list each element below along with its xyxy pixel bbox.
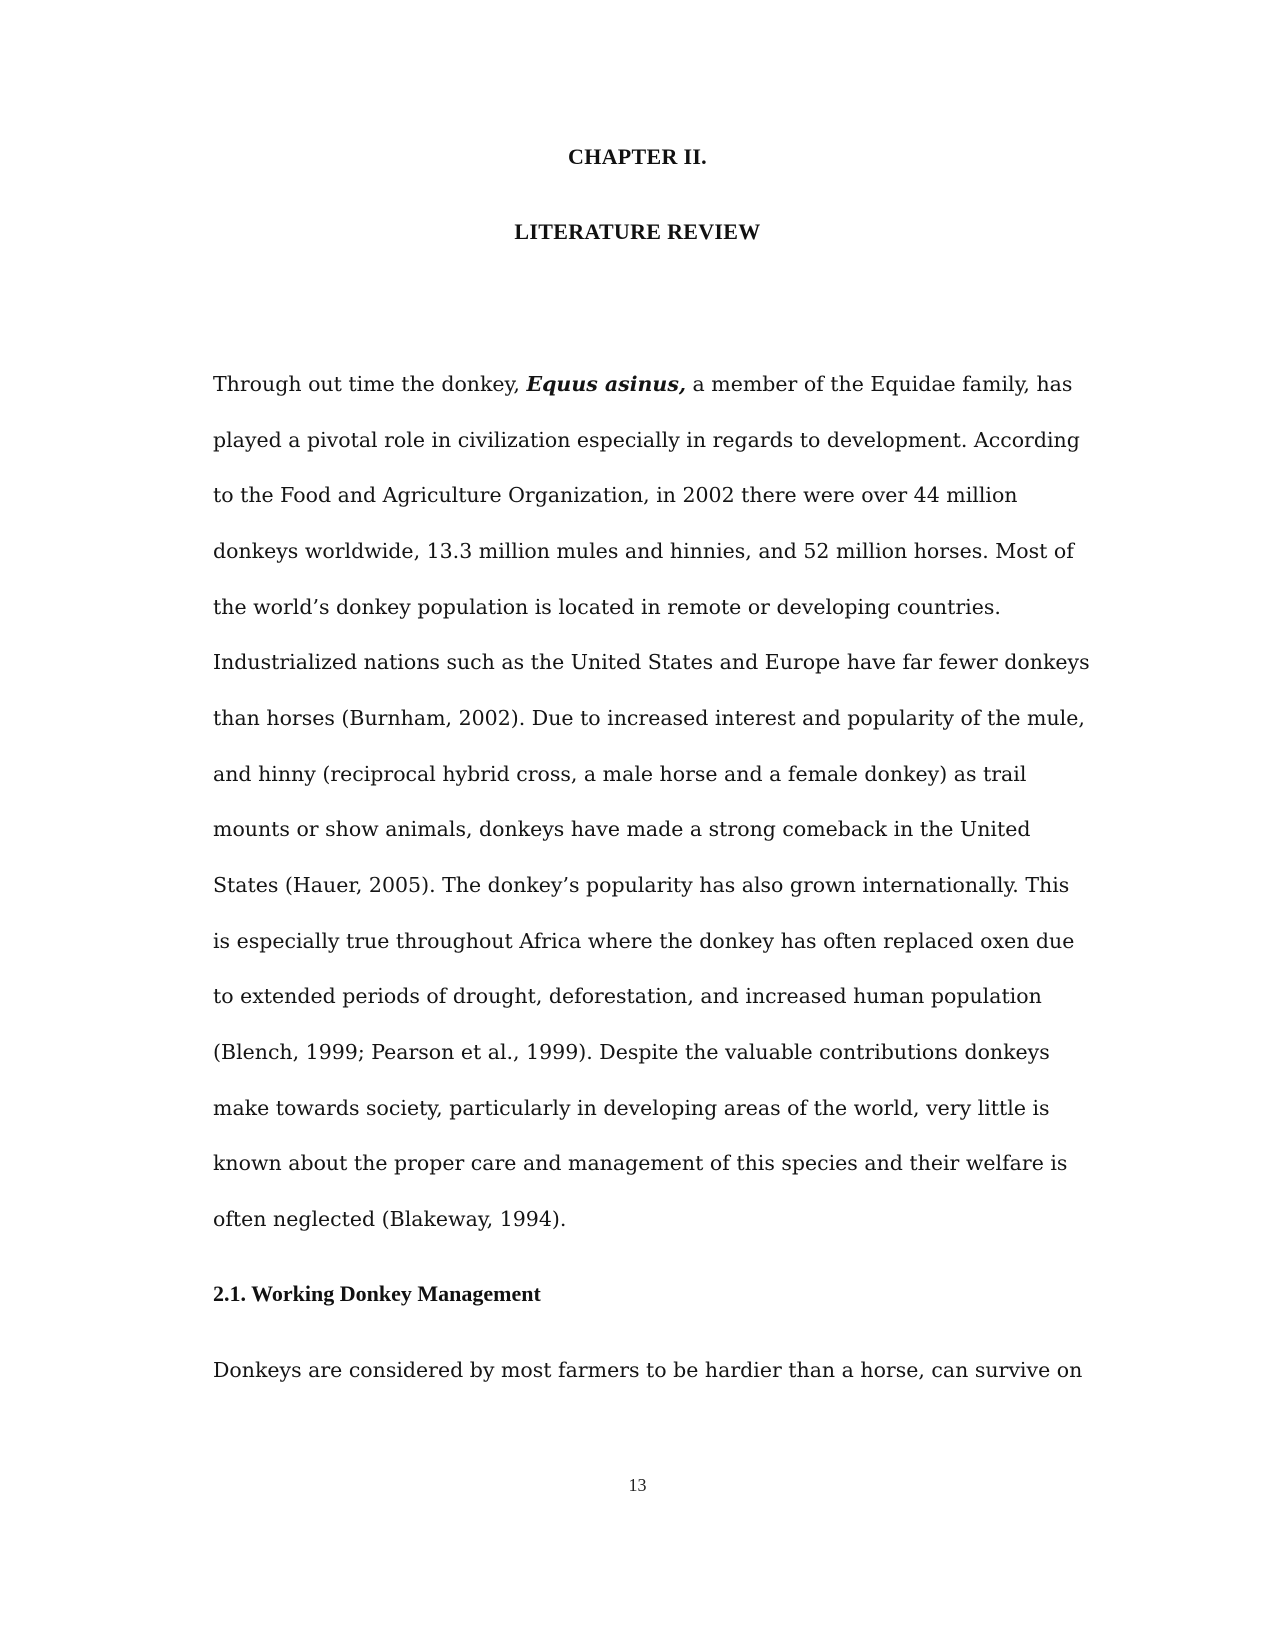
paragraph-line: often neglected (Blakeway, 1994).	[213, 1207, 567, 1231]
paragraph-line: to the Food and Agriculture Organization, in 2002 there were over 44 million	[213, 483, 1018, 507]
line-text: a member of the Equidae family, has	[686, 372, 1073, 396]
page-number: 13	[628, 1475, 647, 1495]
paragraph-line: is especially true throughout Africa where the donkey has often replaced oxen due	[213, 929, 1075, 953]
paragraph-line: mounts or show animals, donkeys have made a strong comeback in the United	[213, 817, 1031, 841]
paragraph-line: to extended periods of drought, deforestation, and increased human population	[213, 984, 1042, 1008]
line-text: Through out time the donkey,	[213, 372, 527, 396]
paragraph-line: Donkeys are considered by most farmers to be hardier than a horse, can survive on	[213, 1358, 1083, 1382]
paragraph-line: the world’s donkey population is located in remote or developing countries.	[213, 595, 1001, 619]
chapter-label: CHAPTER II.	[568, 144, 707, 169]
paragraph-line: known about the proper care and management of this species and their welfare is	[213, 1151, 1068, 1175]
section-heading: 2.1. Working Donkey Management	[213, 1281, 541, 1306]
paragraph-line: donkeys worldwide, 13.3 million mules and hinnies, and 52 million horses. Most of	[213, 539, 1074, 563]
paragraph-line: Industrialized nations such as the United States and Europe have far fewer donkeys	[213, 650, 1090, 674]
paragraph-line: played a pivotal role in civilization especially in regards to development. According	[213, 428, 1080, 452]
paragraph-line: make towards society, particularly in developing areas of the world, very little is	[213, 1096, 1050, 1120]
paragraph-line: than horses (Burnham, 2002). Due to increased interest and popularity of the mule,	[213, 706, 1085, 730]
paragraph-line	[213, 370, 1072, 398]
paragraph-line: (Blench, 1999; Pearson et al., 1999). Despite the valuable contributions donkeys	[213, 1040, 1050, 1064]
species-name: Equus asinus,	[526, 372, 686, 396]
chapter-title: LITERATURE REVIEW	[514, 219, 761, 244]
paragraph-line: States (Hauer, 2005). The donkey’s popularity has also grown internationally. This	[213, 873, 1070, 897]
paragraph-line: and hinny (reciprocal hybrid cross, a male horse and a female donkey) as trail	[213, 762, 1027, 786]
